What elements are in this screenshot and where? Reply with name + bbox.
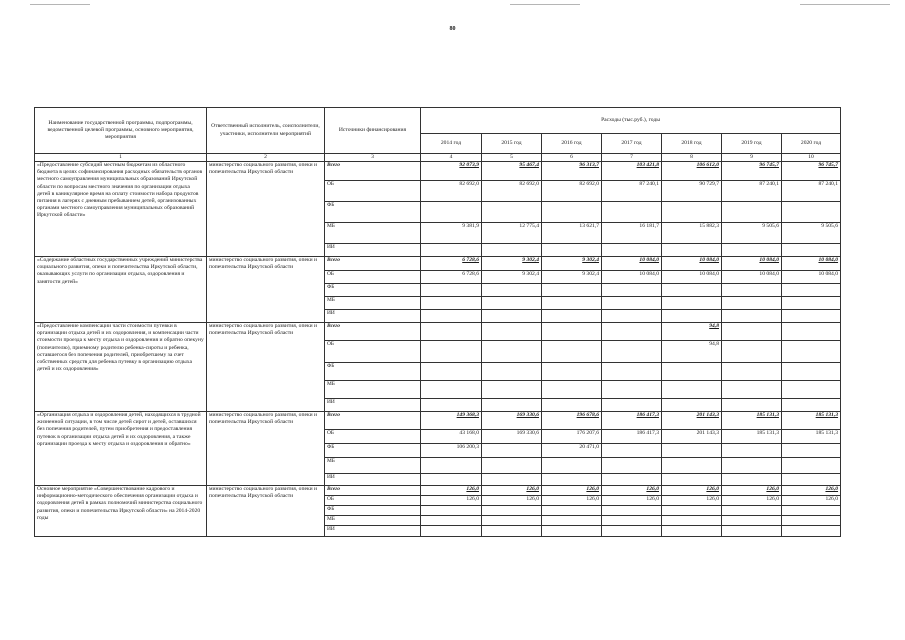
expense-value: [662, 474, 722, 486]
expense-value: [482, 474, 542, 486]
scan-edge-line-right: [800, 4, 890, 5]
funding-source: ИИ: [325, 310, 421, 323]
expense-value: 82 692,0: [421, 181, 482, 202]
expense-value: [782, 341, 841, 363]
funding-source: МБ: [325, 458, 421, 474]
expense-value: [782, 310, 841, 323]
header-executor-col: Ответственный исполнитель, соисполнители, участники, исполнители мероприятий: [207, 108, 325, 154]
expense-value: 12 775,4: [482, 223, 542, 244]
expense-value: [602, 202, 662, 223]
header-year: 2015 год: [482, 134, 542, 154]
expense-value: 126,0: [722, 496, 782, 506]
expense-value: [782, 202, 841, 223]
header-year: 2017 год: [602, 134, 662, 154]
expense-value: 106 200,3: [421, 444, 482, 458]
header-source-col: Источники финансирования: [325, 108, 421, 154]
expense-value: [722, 310, 782, 323]
expense-value: [421, 297, 482, 310]
expense-value: [421, 516, 482, 526]
expense-value: 126,0: [421, 496, 482, 506]
expense-value: 9 302,4: [482, 271, 542, 284]
table-row: [35, 257, 841, 271]
expense-value: [722, 381, 782, 399]
expense-value: 94,8: [662, 341, 722, 363]
expense-value: [602, 297, 662, 310]
expense-value: 95 467,4: [482, 162, 542, 181]
expense-value: 169 330,6: [482, 412, 542, 430]
expense-value: [722, 323, 782, 341]
funding-source: Всего: [325, 412, 421, 430]
expense-value: [662, 202, 722, 223]
expense-value: [482, 444, 542, 458]
expense-value: [421, 381, 482, 399]
expense-value: [421, 284, 482, 297]
expense-value: [542, 506, 602, 516]
expense-value: [542, 284, 602, 297]
funding-source: Всего: [325, 323, 421, 341]
header-year: 2014 год: [421, 134, 482, 154]
expense-value: 201 143,3: [662, 430, 722, 444]
expense-value: [782, 506, 841, 516]
funding-source: МБ: [325, 381, 421, 399]
header-year: 2020 год: [782, 134, 841, 154]
expense-value: [542, 341, 602, 363]
funding-source: МБ: [325, 297, 421, 310]
expense-value: 126,0: [602, 486, 662, 496]
expense-value: [602, 506, 662, 516]
expense-value: 185 131,3: [722, 430, 782, 444]
expense-value: 9 505,6: [782, 223, 841, 244]
expense-value: [602, 526, 662, 537]
expense-value: [602, 399, 662, 412]
expense-value: [482, 323, 542, 341]
expense-value: [421, 399, 482, 412]
expense-value: [602, 323, 662, 341]
funding-source: ФБ: [325, 444, 421, 458]
funding-source: ФБ: [325, 506, 421, 516]
table-row: [35, 486, 841, 496]
measure-name: «Содержание областных государственных учреждений министерства социального развития, опеки и попечительства Иркутской области, оказывающих услуги по организации отдыха, оздоровления и занятости детей»: [35, 257, 207, 323]
expense-value: 176 207,6: [542, 430, 602, 444]
expense-value: [542, 516, 602, 526]
expense-value: [782, 323, 841, 341]
funding-source: ИИ: [325, 474, 421, 486]
page-number: 80: [449, 26, 456, 32]
column-number: 3: [325, 154, 421, 162]
expense-value: 185 131,3: [722, 412, 782, 430]
expense-value: [722, 363, 782, 381]
expense-value: [542, 474, 602, 486]
expense-value: [782, 474, 841, 486]
expense-value: [722, 526, 782, 537]
funding-source: ФБ: [325, 363, 421, 381]
expense-value: 10 084,0: [662, 257, 722, 271]
expense-value: [482, 284, 542, 297]
expense-value: [722, 244, 782, 257]
expense-value: [421, 363, 482, 381]
expense-value: [782, 516, 841, 526]
expense-value: 16 181,7: [602, 223, 662, 244]
expense-value: [482, 202, 542, 223]
expense-value: [482, 526, 542, 537]
expense-value: [782, 444, 841, 458]
expense-value: 10 084,0: [782, 271, 841, 284]
table-row: [35, 323, 841, 341]
expense-value: 126,0: [722, 486, 782, 496]
expense-value: [482, 310, 542, 323]
funding-source: ФБ: [325, 202, 421, 223]
header-year: 2018 год: [662, 134, 722, 154]
funding-source: Всего: [325, 486, 421, 496]
expense-value: [722, 202, 782, 223]
expense-value: 126,0: [662, 496, 722, 506]
expense-value: [602, 474, 662, 486]
expense-value: [722, 399, 782, 412]
expense-value: [722, 506, 782, 516]
expense-value: 90 729,7: [662, 181, 722, 202]
expense-value: [421, 310, 482, 323]
funding-source: ИИ: [325, 526, 421, 537]
expense-value: [602, 444, 662, 458]
expense-value: 9 381,9: [421, 223, 482, 244]
expense-value: [602, 244, 662, 257]
expense-value: [421, 244, 482, 257]
expense-value: [722, 341, 782, 363]
expense-value: [722, 284, 782, 297]
column-number: 8: [662, 154, 722, 162]
funding-source: ОБ: [325, 341, 421, 363]
expense-value: [662, 297, 722, 310]
expense-value: [782, 526, 841, 537]
measure-name: «Предоставление компенсации части стоимости путевки в организации отдыха детей и их оздоровления, и компенсации части стоимости проезда к месту отдыха и оздоровления и обратно опекуну (попечителю), приемному родителю ребенка-сироты и ребенка, оставшегося без попечения родителей, приобретшему за счет собственных средств для ребенка путевку в организацию отдыха детей и их оздоровления»: [35, 323, 207, 412]
column-number: 6: [542, 154, 602, 162]
expense-value: [662, 244, 722, 257]
table-row: [35, 412, 841, 430]
funding-source: МБ: [325, 223, 421, 244]
expense-value: 185 131,3: [782, 412, 841, 430]
table-body: [35, 162, 841, 537]
expense-value: [602, 458, 662, 474]
expense-value: 9 302,4: [542, 257, 602, 271]
expense-value: [782, 244, 841, 257]
expense-value: [542, 458, 602, 474]
expense-value: [482, 297, 542, 310]
expense-value: 13 621,7: [542, 223, 602, 244]
expense-value: 106 612,0: [662, 162, 722, 181]
header-expenses: Расходы (тыс.руб.), годы: [421, 108, 841, 134]
expense-value: [602, 381, 662, 399]
expense-value: 96 745,7: [722, 162, 782, 181]
expense-value: [722, 444, 782, 458]
expense-value: [542, 526, 602, 537]
expense-value: 126,0: [662, 486, 722, 496]
column-numbers-row: [35, 154, 841, 162]
expense-value: [542, 323, 602, 341]
expense-value: [482, 341, 542, 363]
expense-value: 87 240,1: [782, 181, 841, 202]
scan-edge-line-left: [30, 4, 90, 5]
expense-value: 126,0: [782, 496, 841, 506]
expense-value: [782, 297, 841, 310]
expense-value: 196 678,6: [542, 412, 602, 430]
expense-value: [542, 202, 602, 223]
expense-value: 10 084,0: [602, 257, 662, 271]
expense-value: 126,0: [542, 496, 602, 506]
expense-value: [782, 363, 841, 381]
scan-edge-line-mid: [510, 4, 580, 5]
executor-name: министерство социального развития, опеки и попечительства Иркутской области: [207, 323, 325, 412]
expense-value: [542, 363, 602, 381]
expense-value: 43 168,0: [421, 430, 482, 444]
expense-value: [542, 399, 602, 412]
measure-name: Основное мероприятие «Совершенствование кадрового и информационно-методического обеспечения организации отдыха и оздоровления детей в рамках полномочий министерства социального развития, опеки и попечительства Иркутской области» на 2014-2020 годы: [35, 486, 207, 537]
column-number: 7: [602, 154, 662, 162]
expense-value: [482, 506, 542, 516]
expense-value: 15 882,3: [662, 223, 722, 244]
column-number: 9: [722, 154, 782, 162]
expense-value: [782, 458, 841, 474]
expense-value: 126,0: [542, 486, 602, 496]
expense-value: [602, 363, 662, 381]
expense-value: 87 240,1: [722, 181, 782, 202]
expense-value: 10 084,0: [722, 257, 782, 271]
executor-name: министерство социального развития, опеки и попечительства Иркутской области: [207, 162, 325, 257]
expense-value: 87 240,1: [602, 181, 662, 202]
expense-value: [602, 284, 662, 297]
funding-source: Всего: [325, 257, 421, 271]
expense-value: 186 417,3: [602, 412, 662, 430]
expense-value: 6 728,6: [421, 257, 482, 271]
expense-value: [662, 284, 722, 297]
expense-value: 96 745,7: [782, 162, 841, 181]
expense-value: [662, 381, 722, 399]
executor-name: министерство социального развития, опеки и попечительства Иркутской области: [207, 257, 325, 323]
expense-value: 9 302,4: [482, 257, 542, 271]
expense-value: 126,0: [482, 496, 542, 506]
expense-value: [722, 297, 782, 310]
expense-value: [602, 516, 662, 526]
expense-value: 149 368,3: [421, 412, 482, 430]
expense-value: [482, 381, 542, 399]
expense-value: [782, 399, 841, 412]
header-year: 2016 год: [542, 134, 602, 154]
expense-value: [482, 458, 542, 474]
expense-value: [542, 310, 602, 323]
expense-value: [662, 526, 722, 537]
expense-value: 9 505,6: [722, 223, 782, 244]
column-number: 2: [207, 154, 325, 162]
expense-value: [662, 516, 722, 526]
expense-value: [482, 399, 542, 412]
expense-value: [421, 341, 482, 363]
expense-value: 94,8: [662, 323, 722, 341]
expense-value: 82 692,0: [542, 181, 602, 202]
expense-value: [602, 341, 662, 363]
table-row: [35, 162, 841, 181]
expense-value: [782, 284, 841, 297]
expense-value: [421, 323, 482, 341]
expense-value: 20 471,0: [542, 444, 602, 458]
expense-value: [421, 474, 482, 486]
column-number: 4: [421, 154, 482, 162]
expense-value: [421, 526, 482, 537]
expense-value: 126,0: [602, 496, 662, 506]
header-name-col: Наименование государственной программы, подпрограммы, ведомственной целевой программы, основного мероприятия, мероприятия: [35, 108, 207, 154]
expense-value: 185 131,3: [782, 430, 841, 444]
expense-value: 103 421,8: [602, 162, 662, 181]
expense-value: [421, 202, 482, 223]
expense-value: 10 084,0: [782, 257, 841, 271]
expense-value: [542, 297, 602, 310]
expense-value: [722, 458, 782, 474]
expense-value: [662, 444, 722, 458]
expense-value: 201 143,3: [662, 412, 722, 430]
expense-value: [482, 244, 542, 257]
column-number: 1: [35, 154, 207, 162]
expense-value: [722, 516, 782, 526]
expense-value: 169 330,6: [482, 430, 542, 444]
funding-source: ОБ: [325, 430, 421, 444]
expense-value: 10 084,0: [602, 271, 662, 284]
expense-value: [482, 363, 542, 381]
executor-name: министерство социального развития, опеки и попечительства Иркутской области: [207, 486, 325, 537]
expense-value: [662, 363, 722, 381]
expense-value: 92 073,9: [421, 162, 482, 181]
expense-value: 10 084,0: [662, 271, 722, 284]
expense-value: [782, 381, 841, 399]
expense-value: [602, 310, 662, 323]
funding-source: МБ: [325, 516, 421, 526]
funding-source: ОБ: [325, 496, 421, 506]
expense-value: [662, 458, 722, 474]
expense-value: 186 417,3: [602, 430, 662, 444]
expense-value: 6 728,6: [421, 271, 482, 284]
expense-value: [722, 474, 782, 486]
funding-source: ФБ: [325, 284, 421, 297]
expense-value: [662, 399, 722, 412]
expense-value: [542, 244, 602, 257]
column-number: 10: [782, 154, 841, 162]
funding-source: Всего: [325, 162, 421, 181]
expense-value: [421, 458, 482, 474]
expense-value: 96 313,7: [542, 162, 602, 181]
funding-source: ОБ: [325, 271, 421, 284]
budget-table: [34, 107, 841, 537]
expense-value: 10 084,0: [722, 271, 782, 284]
column-number: 5: [482, 154, 542, 162]
measure-name: «Организация отдыха и оздоровления детей, находящихся в трудной жизненной ситуации, в том числе детей сирот и детей, оставшихся без попечения родителей, путем приобретения и предоставления путевок в организации отдыха детей и их оздоровления, а также организации проезда к месту отдыха и оздоровления и обратно»: [35, 412, 207, 486]
funding-source: ИИ: [325, 399, 421, 412]
expense-value: 126,0: [782, 486, 841, 496]
header-year: 2019 год: [722, 134, 782, 154]
expense-value: 9 302,4: [542, 271, 602, 284]
expense-value: [662, 506, 722, 516]
expense-value: [482, 516, 542, 526]
funding-source: ИИ: [325, 244, 421, 257]
expense-value: [542, 381, 602, 399]
expense-value: 126,0: [421, 486, 482, 496]
measure-name: «Предоставление субсидий местным бюджетам из областного бюджета в целях софинансирования расходных обязательств органов местного самоуправления муниципальных образований Иркутской области по вопросам местного значения по организации отдыха детей в каникулярное время на оплату стоимости набора продуктов питания в лагерях с дневным пребыванием детей, организованных органами местного самоуправления муниципальных образований Иркутской области»: [35, 162, 207, 257]
funding-source: ОБ: [325, 181, 421, 202]
expense-value: 82 692,0: [482, 181, 542, 202]
expense-value: [421, 506, 482, 516]
expense-value: 126,0: [482, 486, 542, 496]
executor-name: министерство социального развития, опеки и попечительства Иркутской области: [207, 412, 325, 486]
expense-value: [662, 310, 722, 323]
